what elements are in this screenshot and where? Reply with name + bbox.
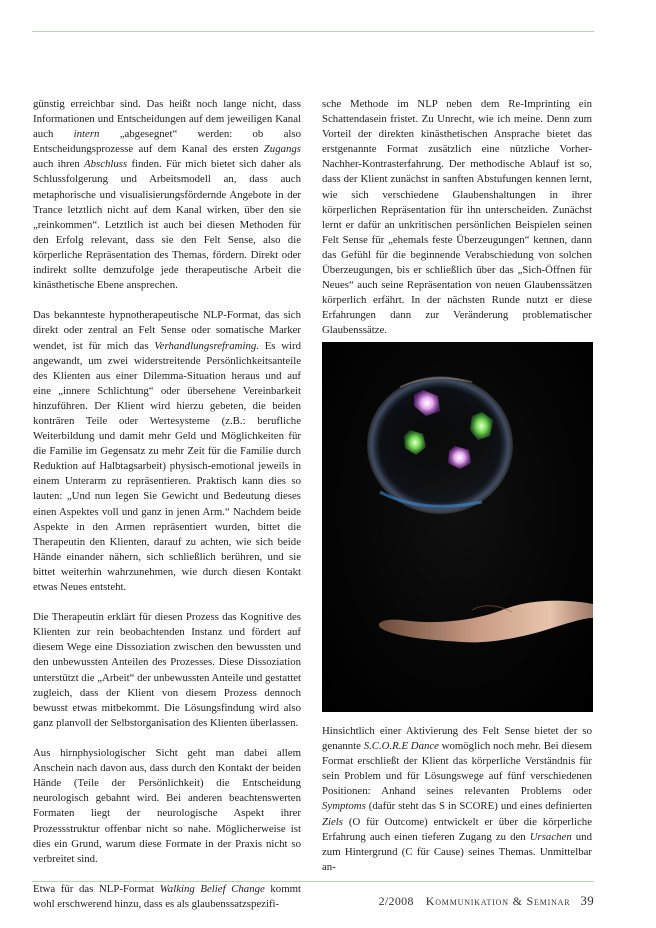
paragraph: Aus hirnphysiologischer Sicht geht man dabei allem Anschein nach davon aus, dass durch den Kontakt der beiden Hände (Teile der Persönlichkeit) die Entscheidung neurologisch gebahnt wird. Bei anderen beachtenswerten Formaten liegt der neurologische Aspekt ihrer Prozessstruktur offenbar nicht so nahe. Möglicherweise ist dies ein Grund, warum diese Formate in der Praxis nicht so verbreitet sind.: [33, 747, 301, 865]
bubble-hand-photo: [322, 342, 593, 712]
paragraph: Etwa für das NLP-Format Walking Belief Change kommt wohl erschwerend hinzu, dass es als glaubenssatzspezifi-: [33, 882, 301, 910]
header-rule: [32, 31, 594, 32]
footer-rule: [32, 881, 594, 882]
page-number: 39: [580, 893, 594, 908]
page-footer: [379, 893, 594, 909]
paragraph: günstig erreichbar sind. Das heißt noch lange nicht, dass Informationen und Entscheidungen auf dem jeweiligen Kanal auch intern „abgesegnet“ werden: ob also Entscheidungsprozesse auf dem Kanal des ersten Zugangs auch ihren Abschluss finden. Für mich bietet sich daher als Schlussfolgerung und Arbeitsmodell an, dass auch metaphorische und visualisierungsfördernde Angebote in der Trance letztlich nicht auf dem Kanal wirken, über den sie „reinkommen“. Letztlich ist auch bei diesen Methoden für den Erfolg relevant, dass sie den Felt Sense, also die körperliche Repräsentation des Themas, fördern. Direkt oder indirekt sollte demzufolge jede therapeutische Arbeit die kinästhetische Ebene ansprechen.: [33, 98, 301, 292]
paragraph: Das bekannteste hypnotherapeutische NLP-Format, das sich direkt oder zentral an Felt Sense oder somatische Marker wendet, ist für mich das Verhandlungsreframing. Es wird angewandt, um zwei widerstreitende Persönlichkeitsanteile des Klienten aus einer Dilemma-Situation heraus und auf eine „innere Schlichtung“ oder übersehene Vereinbarkeit hinzuführen. Der Klient wird hierzu gebeten, die beiden konträren Teile oder Wertesysteme (z.B.: berufliche Weiterbildung und damit mehr Geld und Möglichkeiten für die Familie im Gegensatz zu mehr Zeit für die Familie durch Reduktion auf Halbtagsarbeit) physisch-emotional jeweils in einem Unterarm zu repräsentieren. Praktisch kann dies so lauten: „Und nun legen Sie Gewicht und Bedeutung dieses einen Aspektes voll und ganz in jenen Arm.“ Nachdem beide Aspekte in den Armen repräsentiert wurden, bittet die Therapeutin den Klienten, darauf zu achten, wie sich beide Hände einander nähern, sich schließlich berühren, und sie bittet weiterhin wahrzunehmen, wie durch diesen Kontakt etwas Neues entsteht.: [33, 309, 302, 593]
paragraph: Die Therapeutin erklärt für diesen Prozess das Kognitive des Klienten zur rein beobachtenden Instanz und fördert auf diesem Wege eine Dissoziation zwischen den bewussten und den unbewussten Anteilen des Prozesses. Diese Dissoziation unterstützt die „Arbeit“ der unbewussten Anteile und gestattet zugleich, dass der Klient von diesem Prozess dennoch bewusst etwas mitbekommt. Die Lösungsfindung wird also ganz planvoll der Selbstorganisation des Klienten überlassen.: [33, 611, 301, 729]
paragraph: Hinsichtlich einer Aktivierung des Felt Sense bietet der so genannte S.C.O.R.E Dance womöglich noch mehr. Bei diesem Format erschließt der Klient das körperliche Verständnis für sein Problem und für Lösungswege auf fünf verschiedenen Positionen: Anhand seines relevanten Problems oder Symptoms (dafür steht das S in SCORE) und eines definierten Ziels (O für Outcome) entwickelt er über die körperliche Erfahrung auch einen tieferen Zugang zu den Ursachen und zum Hintergrund (C für Cause) seines Themas. Unmittelbar an-: [322, 725, 592, 873]
right-column-lower: [322, 724, 592, 875]
bubble-hand-illustration: [322, 342, 593, 712]
paragraph: sche Methode im NLP neben dem Re-Imprinting ein Schattendasein fristet. Zu Unrecht, wie ich meine. Denn zum Vorteil der direkten kinästhetischen Ansprache bietet das erstgenannte Format zusätzlich eine nützliche Vorher-Nachher-Kontrasterfahrung. Der methodische Ablauf ist so, dass der Klient zunächst in sanften Abstufungen kennen lernt, wie sich verschiedene Glaubenshaltungen in ihrer körperlichen Repräsentation für ihn unterscheiden. Zunächst lernt er dafür an unkritischen persönlichen Beispielen seinen Felt Sense für „ehemals feste Überzeugungen“ kennen, dann das Gefühl für die beginnende Verabschiedung von solchen Überzeugungen, bis er schließlich über das „Sich-Öffnen für Neues“ auch seine Repräsentation von neuen Glaubenssätzen körperlich erfährt. In der nächsten Runde nutzt er diese Erfahrungen dann zur Veränderung problematischer Glaubenssätze.: [322, 98, 592, 337]
left-column: [33, 97, 301, 912]
right-column: [322, 97, 592, 339]
issue-number: 2/2008: [378, 894, 414, 908]
magazine-name: Kommunikation & Seminar: [425, 894, 571, 908]
